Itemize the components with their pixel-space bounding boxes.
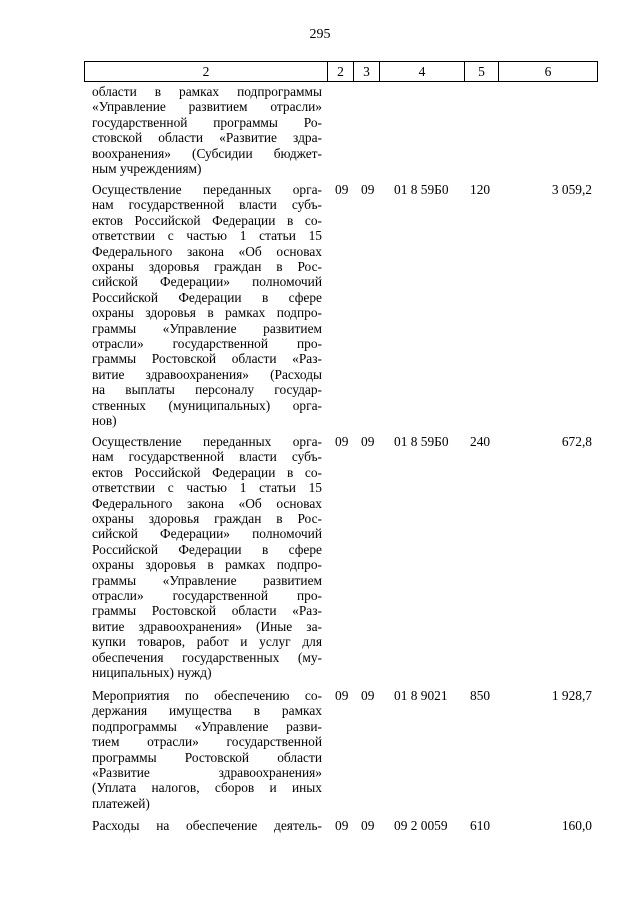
description-line: ответствии с частью 1 статьи 15 bbox=[92, 228, 322, 244]
cell-c2: 09 bbox=[335, 182, 349, 197]
header-col-3: 3 bbox=[354, 62, 380, 81]
cell-c4: 01 8 59Б0 bbox=[394, 434, 449, 449]
cell-c5: 610 bbox=[470, 818, 491, 833]
description-line: Расходы на обеспечение деятель- bbox=[92, 818, 322, 833]
cell-c4: 09 2 0059 bbox=[394, 818, 448, 833]
description-line: (Уплата налогов, сборов и иных bbox=[92, 780, 322, 796]
description-line: нов) bbox=[92, 413, 117, 429]
description-line: ектов Российской Федерации в со- bbox=[92, 212, 322, 228]
description-line: охраны здоровья граждан в Рос- bbox=[92, 259, 322, 275]
cell-c3: 09 bbox=[361, 818, 375, 833]
cell-c6: 160,0 bbox=[561, 818, 592, 833]
description-line: сийской Федерации» полномочий bbox=[92, 526, 322, 542]
description-line: тием отрасли» государственной bbox=[92, 734, 322, 750]
cell-c6: 3 059,2 bbox=[551, 182, 592, 197]
description-line: области в рамках подпрограммы bbox=[92, 84, 322, 99]
header-col-2: 2 bbox=[85, 62, 328, 81]
description-line: воохранения» (Субсидии бюджет- bbox=[92, 145, 322, 161]
row-description bbox=[92, 84, 322, 176]
header-col-2b: 2 bbox=[328, 62, 354, 81]
cell-c5: 120 bbox=[470, 182, 491, 197]
row-description bbox=[92, 182, 322, 429]
row-description bbox=[92, 434, 322, 681]
description-line: охраны здоровья граждан в Рос- bbox=[92, 511, 322, 527]
description-line: государственной программы Ро- bbox=[92, 114, 322, 130]
table-header bbox=[84, 61, 598, 82]
description-line: ектов Российской Федерации в со- bbox=[92, 464, 322, 480]
description-line: граммы Ростовской области «Раз- bbox=[92, 603, 322, 619]
description-line: подпрограммы «Управление разви- bbox=[92, 718, 322, 734]
description-line: держания имущества в рамках bbox=[92, 703, 322, 719]
cell-c2: 09 bbox=[335, 818, 349, 833]
description-line: Осуществление переданных орга- bbox=[92, 182, 322, 197]
description-line: витие здравоохранения» (Иные за- bbox=[92, 618, 322, 634]
description-line: Осуществление переданных орга- bbox=[92, 434, 322, 449]
description-line: Федерального закона «Об основах bbox=[92, 243, 322, 259]
description-line: Российской Федерации в сфере bbox=[92, 289, 322, 305]
cell-c6: 672,8 bbox=[561, 434, 592, 449]
row-description bbox=[92, 688, 322, 811]
description-line: ным учреждениям) bbox=[92, 161, 202, 177]
cell-c6: 1 928,7 bbox=[551, 688, 592, 703]
description-line: витие здравоохранения» (Расходы bbox=[92, 366, 322, 382]
description-line: отрасли» государственной про- bbox=[92, 336, 322, 352]
description-line: стовской области «Развитие здра- bbox=[92, 130, 322, 146]
description-line: на выплаты персоналу государ- bbox=[92, 382, 322, 398]
description-line: ственных (муниципальных) орга- bbox=[92, 397, 322, 413]
header-col-6: 6 bbox=[544, 64, 552, 79]
description-line: отрасли» государственной про- bbox=[92, 588, 322, 604]
description-line: ниципальных) нужд) bbox=[92, 665, 212, 681]
description-line: граммы Ростовской области «Раз- bbox=[92, 351, 322, 367]
header-col-4: 4 bbox=[380, 62, 465, 81]
cell-c5: 240 bbox=[470, 434, 491, 449]
page-number: 295 bbox=[309, 27, 331, 42]
description-line: «Развитие здравоохранения» bbox=[92, 765, 322, 781]
description-line: платежей) bbox=[92, 795, 150, 811]
description-line: купки товаров, работ и услуг для bbox=[92, 634, 322, 650]
description-line: граммы «Управление развитием bbox=[92, 572, 322, 588]
cell-c2: 09 bbox=[335, 688, 349, 703]
description-line: ответствии с частью 1 статьи 15 bbox=[92, 480, 322, 496]
cell-c4: 01 8 59Б0 bbox=[394, 182, 449, 197]
description-line: охраны здоровья в рамках подпро- bbox=[92, 557, 322, 573]
description-line: Федерального закона «Об основах bbox=[92, 495, 322, 511]
description-line: граммы «Управление развитием bbox=[92, 320, 322, 336]
cell-c3: 09 bbox=[361, 434, 375, 449]
cell-c4: 01 8 9021 bbox=[394, 688, 448, 703]
row-description bbox=[92, 818, 322, 833]
description-line: программы Ростовской области bbox=[92, 749, 322, 765]
description-line: охраны здоровья в рамках подпро- bbox=[92, 305, 322, 321]
cell-c2: 09 bbox=[335, 434, 349, 449]
cell-c5: 850 bbox=[470, 688, 491, 703]
description-line: нам государственной власти субъ- bbox=[92, 197, 322, 213]
description-line: нам государственной власти субъ- bbox=[92, 449, 322, 465]
cell-c3: 09 bbox=[361, 182, 375, 197]
description-line: «Управление развитием отрасли» bbox=[92, 99, 322, 115]
header-col-5: 5 bbox=[465, 62, 499, 81]
cell-c3: 09 bbox=[361, 688, 375, 703]
description-line: сийской Федерации» полномочий bbox=[92, 274, 322, 290]
description-line: Российской Федерации в сфере bbox=[92, 541, 322, 557]
description-line: Мероприятия по обеспечению со- bbox=[92, 688, 322, 703]
description-line: обеспечения государственных (му- bbox=[92, 649, 322, 665]
